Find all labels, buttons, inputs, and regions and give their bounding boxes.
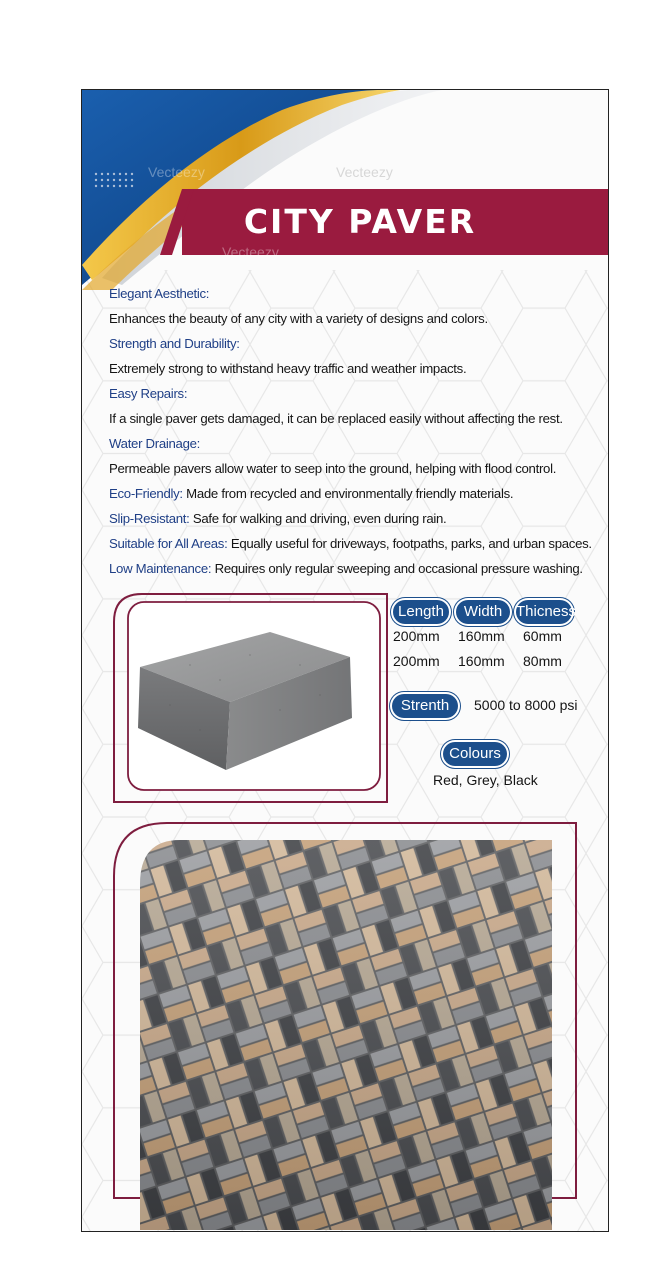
feature-text: Safe for walking and driving, even during rain. bbox=[192, 511, 447, 526]
spec-cell: 160mm bbox=[458, 653, 505, 669]
thickness-badge: Thicness bbox=[516, 600, 572, 624]
spec-cell: 60mm bbox=[523, 628, 562, 644]
watermark-text: Vecteezy bbox=[148, 164, 205, 180]
feature-text: Extremely strong to withstand heavy traffic and weather impacts. bbox=[109, 361, 467, 376]
feature-heading: Eco-Friendly: bbox=[109, 486, 183, 501]
spec-cell: 160mm bbox=[458, 628, 505, 644]
strength-badge: Strenth bbox=[392, 694, 458, 718]
feature-heading: Elegant Aesthetic: bbox=[109, 286, 210, 301]
feature-heading: Slip-Resistant: bbox=[109, 511, 190, 526]
spec-cell: 80mm bbox=[523, 653, 562, 669]
width-badge: Width bbox=[456, 600, 510, 624]
feature-heading: Suitable for All Areas: bbox=[109, 536, 228, 551]
page-title: CITY PAVER bbox=[243, 202, 477, 241]
feature-heading: Easy Repairs: bbox=[109, 386, 188, 401]
feature-text: Permeable pavers allow water to seep into the ground, helping with flood control. bbox=[109, 461, 557, 476]
flyer-sheet bbox=[81, 89, 609, 1232]
colours-value: Red, Grey, Black bbox=[433, 772, 538, 788]
watermark-text: Vecteezy bbox=[336, 164, 393, 180]
strength-value: 5000 to 8000 psi bbox=[474, 697, 578, 713]
feature-heading: Strength and Durability: bbox=[109, 336, 240, 351]
spec-cell: 200mm bbox=[393, 628, 440, 644]
feature-heading: Water Drainage: bbox=[109, 436, 201, 451]
spec-cell: 200mm bbox=[393, 653, 440, 669]
colours-badge: Colours bbox=[443, 742, 507, 766]
paver-brick-image bbox=[130, 610, 360, 775]
feature-text: Enhances the beauty of any city with a variety of designs and colors. bbox=[109, 311, 488, 326]
feature-heading: Low Maintenance: bbox=[109, 561, 212, 576]
feature-text: If a single paver gets damaged, it can be replaced easily without affecting the rest. bbox=[109, 411, 563, 426]
length-badge: Length bbox=[393, 600, 449, 624]
feature-text: Made from recycled and environmentally friendly materials. bbox=[186, 486, 514, 501]
paving-pattern-image bbox=[140, 840, 552, 1230]
watermark-text: Vecteezy bbox=[222, 244, 279, 260]
feature-text: Requires only regular sweeping and occasional pressure washing. bbox=[214, 561, 583, 576]
feature-text: Equally useful for driveways, footpaths, parks, and urban spaces. bbox=[230, 536, 592, 551]
